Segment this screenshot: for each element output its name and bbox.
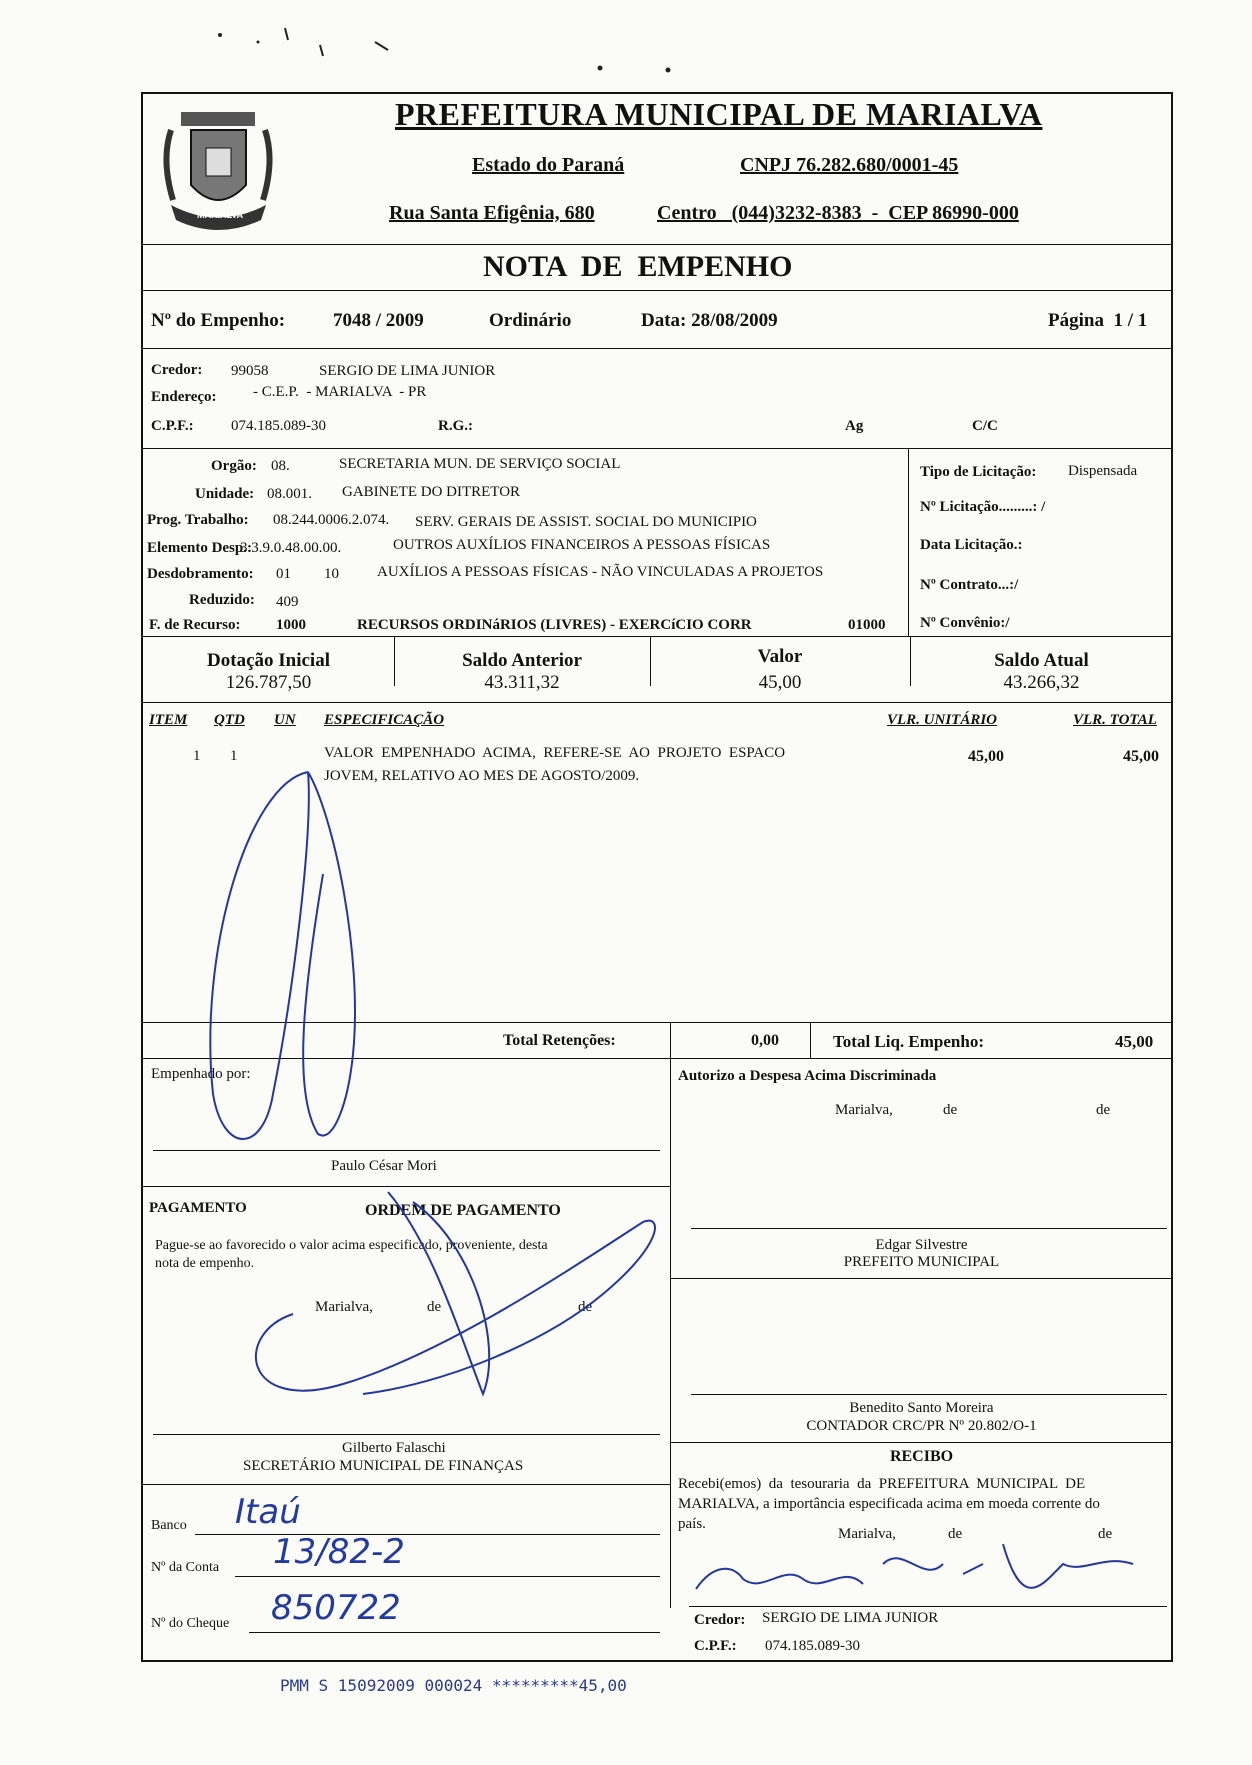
cheque-label: Nº do Cheque <box>151 1616 230 1631</box>
numero-licitacao: Nº Licitação.........: / <box>920 499 1046 515</box>
unidade-code: 08.001. <box>267 486 312 502</box>
prog-code: 08.244.0006.2.074. <box>273 512 390 528</box>
cpf-label: C.P.F.: <box>151 418 194 434</box>
recibo-text-line3: país. <box>678 1516 706 1532</box>
credor-address: - C.E.P. - MARIALVA - PR <box>253 384 427 400</box>
col-un: UN <box>274 712 296 728</box>
tipo-licitacao-label: Tipo de Licitação: <box>920 464 1037 480</box>
saldo-atual-label: Saldo Atual <box>994 650 1089 671</box>
data-licitacao: Data Licitação.: <box>920 537 1023 553</box>
numero-contrato: Nº Contrato...:/ <box>920 577 1019 593</box>
orgao-code: 08. <box>271 458 290 474</box>
unidade-name: GABINETE DO DITRETOR <box>342 484 521 500</box>
prog-label: Prog. Trabalho: <box>147 512 249 528</box>
autorizo-label: Autorizo a Despesa Acima Discriminada <box>678 1068 937 1084</box>
crest-banner-text: MARIALVA <box>197 210 244 220</box>
contador-role: CONTADOR CRC/PR Nº 20.802/O-1 <box>806 1418 1037 1434</box>
recibo-city: Marialva, <box>838 1526 896 1542</box>
ordem-pagamento-label: ORDEM DE PAGAMENTO <box>365 1202 561 1219</box>
conta-handwritten: 13/82-2 <box>273 1532 405 1572</box>
desdobramento-name: AUXÍLIOS A PESSOAS FÍSICAS - NÃO VINCULADAS A PROJETOS <box>377 564 824 580</box>
nota-de-empenho-form <box>141 92 1173 1662</box>
recibo-de-1: de <box>948 1526 963 1542</box>
unidade-label: Unidade: <box>195 486 255 502</box>
empenho-date: Data: 28/08/2009 <box>641 310 778 331</box>
elemento-label: Elemento Desp.: <box>147 540 252 556</box>
credor-name: SERGIO DE LIMA JUNIOR <box>319 363 496 379</box>
reduzido-value: 409 <box>276 594 299 610</box>
banco-label: Banco <box>151 1518 187 1533</box>
recurso-number: 01000 <box>848 617 886 633</box>
endereco-label: Endereço: <box>151 389 217 405</box>
empenhado-por-label: Empenhado por: <box>151 1066 251 1082</box>
machine-stamp: PMM S 15092009 000024 *********45,00 <box>280 1676 627 1695</box>
state-name: Estado do Paraná <box>472 154 625 176</box>
prefeito-role: PREFEITO MUNICIPAL <box>843 1254 1000 1270</box>
col-valor-unitario: VLR. UNITÁRIO <box>887 712 998 728</box>
item-especificacao-line2: JOVEM, RELATIVO AO MES DE AGOSTO/2009. <box>324 768 640 784</box>
document-title: NOTA DE EMPENHO <box>483 250 793 283</box>
pagamento-text-line1: Pague-se ao favorecido o valor acima especificado, proveniente, desta <box>155 1238 548 1253</box>
autorizo-city: Marialva, <box>835 1102 893 1118</box>
recurso-name: RECURSOS ORDINáRIOS (LIVRES) - EXERCíCIO CORR <box>357 617 752 633</box>
banco-handwritten: Itaú <box>235 1492 301 1532</box>
recibo-credor-name: SERGIO DE LIMA JUNIOR <box>762 1610 939 1626</box>
recibo-label: RECIBO <box>889 1448 954 1465</box>
recibo-cpf: 074.185.089-30 <box>765 1638 860 1654</box>
page-number: Página 1 / 1 <box>1048 310 1148 331</box>
secretario-signature <box>256 1192 655 1394</box>
col-item: ITEM <box>149 712 188 728</box>
pagamento-city: Marialva, <box>315 1299 373 1315</box>
valor-label: Valor <box>757 646 803 667</box>
address-contact: Centro (044)3232-8383 - CEP 86990-000 <box>657 202 1019 224</box>
col-valor-total: VLR. TOTAL <box>1073 712 1157 728</box>
reduzido-label: Reduzido: <box>189 592 255 608</box>
recibo-cpf-label: C.P.F.: <box>694 1638 737 1654</box>
col-especificacao: ESPECIFICAÇÃO <box>324 712 445 728</box>
empenho-number: 7048 / 2009 <box>333 310 424 331</box>
empenhado-signature <box>210 772 355 1139</box>
pagamento-label: PAGAMENTO <box>149 1200 247 1216</box>
autorizo-de-2: de <box>1096 1102 1111 1118</box>
ag-label: Ag <box>845 418 864 434</box>
desdobramento-label: Desdobramento: <box>147 566 254 582</box>
desdobramento-a: 01 <box>276 566 291 582</box>
recibo-text-line2: MARIALVA, a importância especificada acima em moeda corrente do <box>678 1496 1100 1512</box>
saldo-anterior-value: 43.311,32 <box>484 672 560 693</box>
prefeito-name: Edgar Silvestre <box>875 1237 968 1253</box>
item-valor-total: 45,00 <box>1123 748 1159 765</box>
dotacao-inicial-label: Dotação Inicial <box>207 650 330 671</box>
credor-code: 99058 <box>231 363 269 379</box>
item-qtd: 1 <box>230 748 238 764</box>
cheque-handwritten: 850722 <box>271 1588 401 1628</box>
autorizo-de-1: de <box>943 1102 958 1118</box>
contador-name: Benedito Santo Moreira <box>849 1400 994 1416</box>
valor-value: 45,00 <box>758 672 802 693</box>
cnpj: CNPJ 76.282.680/0001-45 <box>740 154 959 176</box>
secretario-name: Gilberto Falaschi <box>342 1440 446 1456</box>
item-valor-unitario: 45,00 <box>968 748 1004 765</box>
empenhado-por-name: Paulo César Mori <box>331 1158 437 1174</box>
credor-cpf: 074.185.089-30 <box>231 418 326 434</box>
tipo-licitacao: Dispensada <box>1068 463 1138 479</box>
recibo-credor-label: Credor: <box>694 1612 746 1628</box>
rg-label: R.G.: <box>438 418 473 434</box>
orgao-name: SECRETARIA MUN. DE SERVIÇO SOCIAL <box>339 456 621 472</box>
credor-signature <box>696 1544 1133 1589</box>
total-retencoes-label: Total Retenções: <box>503 1032 616 1049</box>
recibo-de-2: de <box>1098 1526 1113 1542</box>
dotacao-inicial-value: 126.787,50 <box>225 672 312 693</box>
address: Rua Santa Efigênia, 680 <box>389 202 595 224</box>
pagamento-de-2: de <box>578 1299 593 1315</box>
scan-specks <box>210 20 690 80</box>
pagamento-text-line2: nota de empenho. <box>155 1256 255 1271</box>
numero-convenio: Nº Convênio:/ <box>920 615 1010 631</box>
credor-label: Credor: <box>151 362 203 378</box>
saldo-atual-value: 43.266,32 <box>1003 672 1080 693</box>
item-especificacao-line1: VALOR EMPENHADO ACIMA, REFERE-SE AO PROJETO ESPACO <box>324 745 786 761</box>
empenho-type: Ordinário <box>489 310 572 331</box>
pagamento-de-1: de <box>427 1299 442 1315</box>
conta-label: Nº da Conta <box>151 1560 220 1575</box>
total-liquido-value: 45,00 <box>1115 1032 1154 1051</box>
saldo-anterior-label: Saldo Anterior <box>462 650 582 671</box>
recibo-text-line1: Recebi(emos) da tesouraria da PREFEITURA MUNICIPAL DE <box>678 1476 1086 1492</box>
item-number: 1 <box>193 748 201 764</box>
page-title: PREFEITURA MUNICIPAL DE MARIALVA <box>395 96 1043 132</box>
desdobramento-b: 10 <box>324 566 339 582</box>
empenho-number-label: Nº do Empenho: <box>151 310 286 331</box>
recurso-label: F. de Recurso: <box>149 617 241 633</box>
prog-name: SERV. GERAIS DE ASSIST. SOCIAL DO MUNICIPIO <box>415 514 757 530</box>
secretario-role: SECRETÁRIO MUNICIPAL DE FINANÇAS <box>243 1458 524 1474</box>
signature-marks <box>143 94 1173 1662</box>
col-qtd: QTD <box>214 712 245 728</box>
cc-label: C/C <box>972 418 998 434</box>
elemento-name: OUTROS AUXÍLIOS FINANCEIROS A PESSOAS FÍSICAS <box>393 537 771 553</box>
elemento-code: 3.3.9.0.48.00.00. <box>240 540 342 556</box>
total-liquido-label: Total Liq. Empenho: <box>833 1032 984 1051</box>
total-retencoes-value: 0,00 <box>751 1032 779 1049</box>
orgao-label: Orgão: <box>211 458 257 474</box>
recurso-code: 1000 <box>276 617 306 633</box>
